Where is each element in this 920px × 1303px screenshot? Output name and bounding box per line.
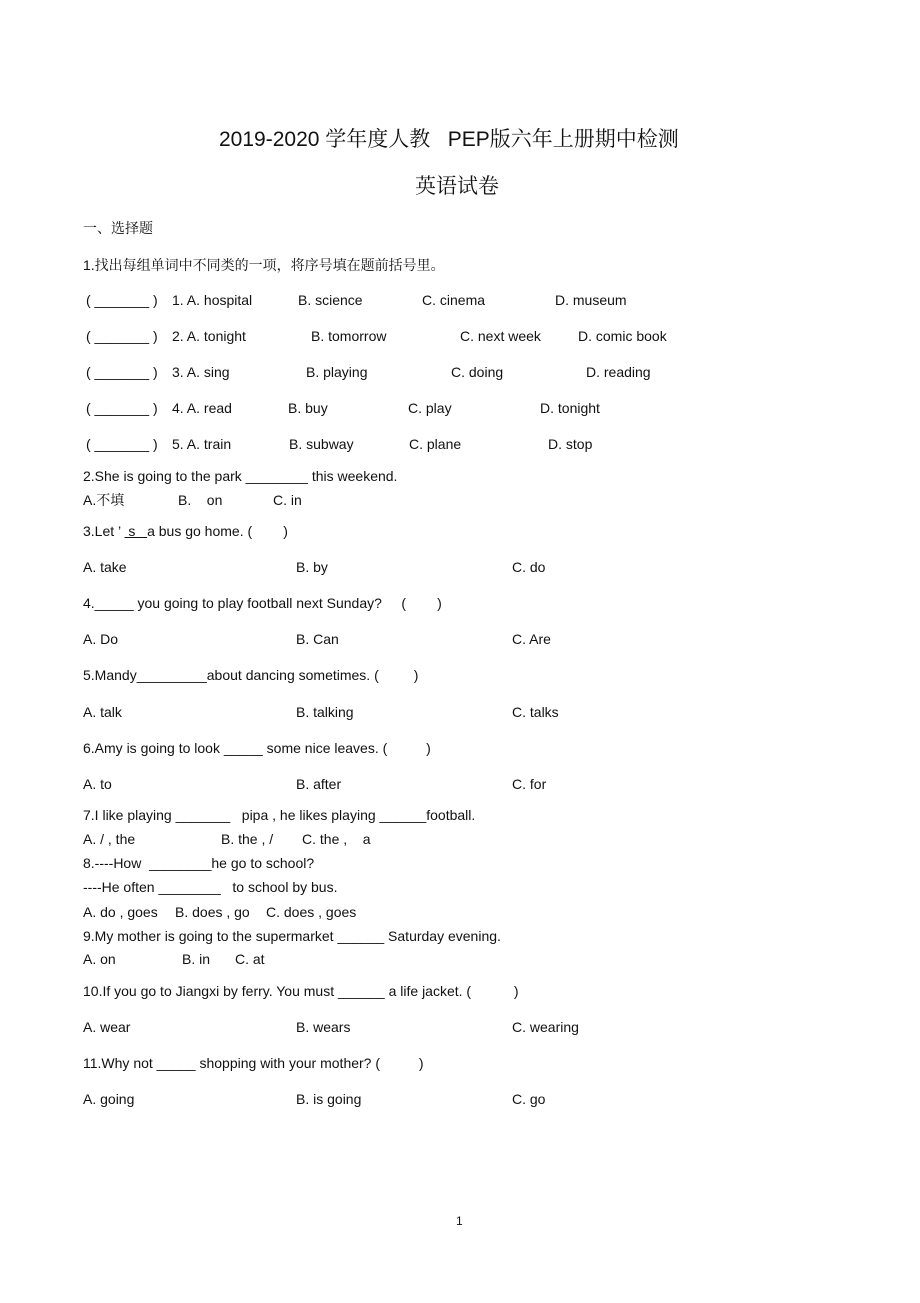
document-title: 2019-2020 学年度人教 PEP版六年上册期中检测 <box>219 128 679 151</box>
question-stem: 6.Amy is going to look _____ some nice leaves. ( ) <box>83 740 431 756</box>
underlined-text: s <box>124 523 148 539</box>
option-c: C. talks <box>512 704 559 720</box>
q1-instruction: 1.找出每组单词中不同类的一项，将序号填在题前括号里。 <box>83 257 445 273</box>
option-a: A.不填 <box>83 492 125 508</box>
option-a: A. / , the <box>83 831 136 847</box>
question-stem: 7.I like playing _______ pipa , he likes playing ______football. <box>83 807 476 823</box>
option-c: C. in <box>273 492 302 508</box>
question-stem: 9.My mother is going to the supermarket ______ Saturday evening. <box>83 928 501 944</box>
option-b: B. wears <box>296 1019 351 1035</box>
question-stem: 11.Why not _____ shopping with your mother? ( ) <box>83 1055 424 1071</box>
option-b: B. Can <box>296 631 339 647</box>
option-b: B. science <box>298 292 363 308</box>
option-a: A. wear <box>83 1019 131 1035</box>
option-a: 1. A. hospital <box>172 292 253 308</box>
option-b: B. buy <box>288 400 328 416</box>
option-c: C. wearing <box>512 1019 579 1035</box>
option-b: B. talking <box>296 704 354 720</box>
option-b: B. on <box>178 492 223 508</box>
answer-blank: ( _______ ) <box>86 436 158 452</box>
question-stem: 10.If you go to Jiangxi by ferry. You must ______ a life jacket. ( ) <box>83 983 519 999</box>
option-a: 4. A. read <box>172 400 232 416</box>
option-c: C. go <box>512 1091 546 1107</box>
answer-blank: ( _______ ) <box>86 400 158 416</box>
stem-text: 3.Let ’ <box>83 523 125 539</box>
option-b: B. in <box>182 951 211 967</box>
option-d: D. tonight <box>540 400 600 416</box>
question-stem: 4._____ you going to play football next Sunday? ( ) <box>83 595 442 611</box>
option-b: B. does , go <box>175 904 250 920</box>
option-c: C. Are <box>512 631 551 647</box>
option-a: A. talk <box>83 704 122 720</box>
option-c: C. the , a <box>302 831 371 847</box>
option-a: A. take <box>83 559 127 575</box>
answer-blank: ( _______ ) <box>86 364 158 380</box>
option-c: C. play <box>408 400 452 416</box>
option-b: B. tomorrow <box>311 328 387 344</box>
option-c: C. for <box>512 776 547 792</box>
option-a: A. on <box>83 951 116 967</box>
option-a: 2. A. tonight <box>172 328 246 344</box>
option-a: A. Do <box>83 631 119 647</box>
option-c: C. at <box>235 951 265 967</box>
document-subtitle: 英语试卷 <box>415 175 499 198</box>
option-b: B. by <box>296 559 328 575</box>
option-b: B. is going <box>296 1091 362 1107</box>
option-c: C. cinema <box>422 292 486 308</box>
option-c: C. next week <box>460 328 541 344</box>
question-stem: 5.Mandy_________about dancing sometimes. ( ) <box>83 667 419 683</box>
option-c: C. plane <box>409 436 462 452</box>
question-stem-answer: ----He often ________ to school by bus. <box>83 879 338 895</box>
question-stem: 8.----How ________he go to school? <box>83 855 315 871</box>
option-d: D. stop <box>548 436 593 452</box>
option-a: A. going <box>83 1091 135 1107</box>
question-stem: 2.She is going to the park ________ this weekend. <box>83 468 398 484</box>
question-stem <box>83 522 288 540</box>
option-d: D. reading <box>586 364 651 380</box>
option-b: B. playing <box>306 364 368 380</box>
page-number: 1 <box>456 1214 463 1228</box>
section-heading: 一、选择题 <box>83 220 153 236</box>
option-c: C. doing <box>451 364 504 380</box>
stem-text: a bus go home. ( ) <box>147 523 288 539</box>
option-b: B. after <box>296 776 342 792</box>
option-c: C. does , goes <box>266 904 357 920</box>
option-a: A. to <box>83 776 112 792</box>
option-b: B. subway <box>289 436 354 452</box>
option-a: 3. A. sing <box>172 364 230 380</box>
option-d: D. comic book <box>578 328 667 344</box>
option-a: 5. A. train <box>172 436 232 452</box>
answer-blank: ( _______ ) <box>86 292 158 308</box>
option-b: B. the , / <box>221 831 274 847</box>
option-a: A. do , goes <box>83 904 158 920</box>
option-d: D. museum <box>555 292 627 308</box>
answer-blank: ( _______ ) <box>86 328 158 344</box>
option-c: C. do <box>512 559 546 575</box>
